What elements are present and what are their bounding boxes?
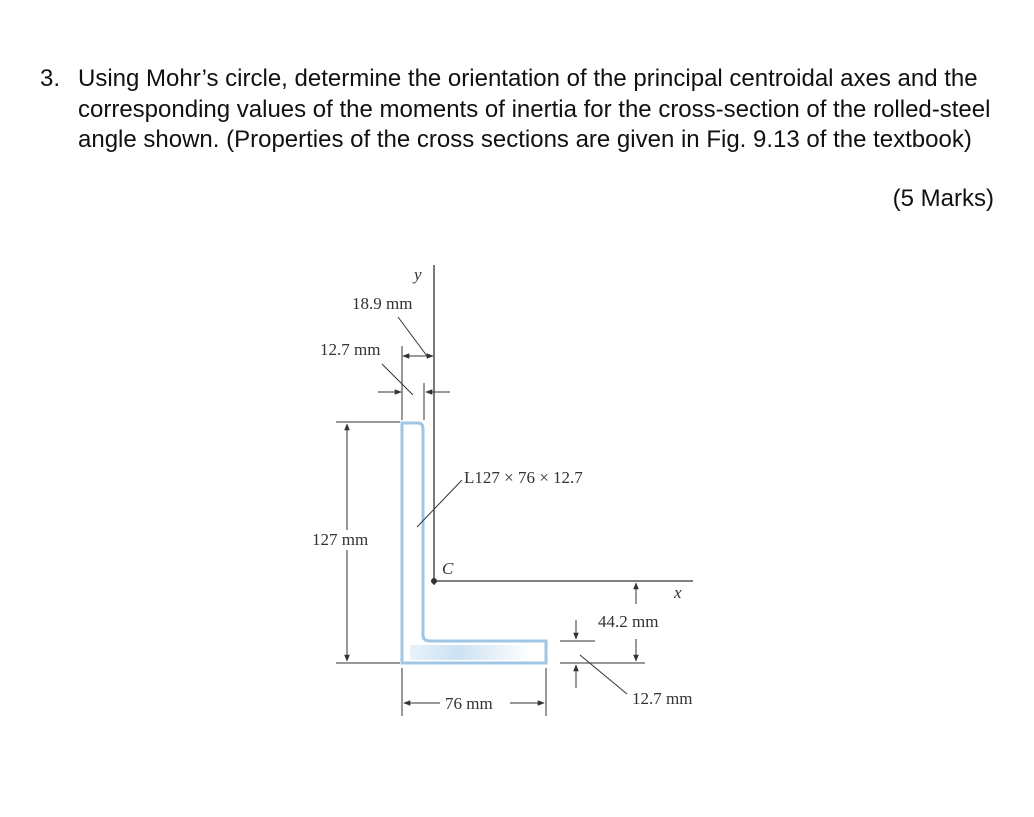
- dim-width-label: 76 mm: [445, 694, 493, 713]
- marks-label: (5 Marks): [892, 185, 994, 212]
- question-number: 3.: [40, 65, 61, 92]
- dim-thickness-horizontal-leader: [580, 655, 627, 694]
- x-axis-label: x: [674, 583, 682, 602]
- dim-height-label: 127 mm: [312, 530, 369, 549]
- dim-thickness-vertical-label: 12.7 mm: [320, 340, 381, 359]
- dim-thickness-vertical-leader: [382, 364, 413, 395]
- dim-centroid-x-label: 18.9 mm: [352, 294, 413, 313]
- y-axis-label: y: [414, 265, 422, 284]
- dim-centroid-y-label: 44.2 mm: [598, 612, 659, 631]
- dim-thickness-horizontal-label: 12.7 mm: [632, 689, 693, 708]
- centroid-label: C: [442, 559, 454, 578]
- question-text: Using Mohr’s circle, determine the orientation of the principal centroidal axes and the corresponding values of the moments of inertia for the cross-section of the rolled-steel angle shown. (Properties of the cross sections are given in Fig. 9.13 of the textbook): [78, 65, 991, 153]
- centroid-point: [431, 578, 437, 584]
- angle-section-shading: [410, 645, 530, 660]
- angle-section-outline: [402, 423, 546, 663]
- section-designation-label: L127 × 76 × 12.7: [464, 468, 583, 487]
